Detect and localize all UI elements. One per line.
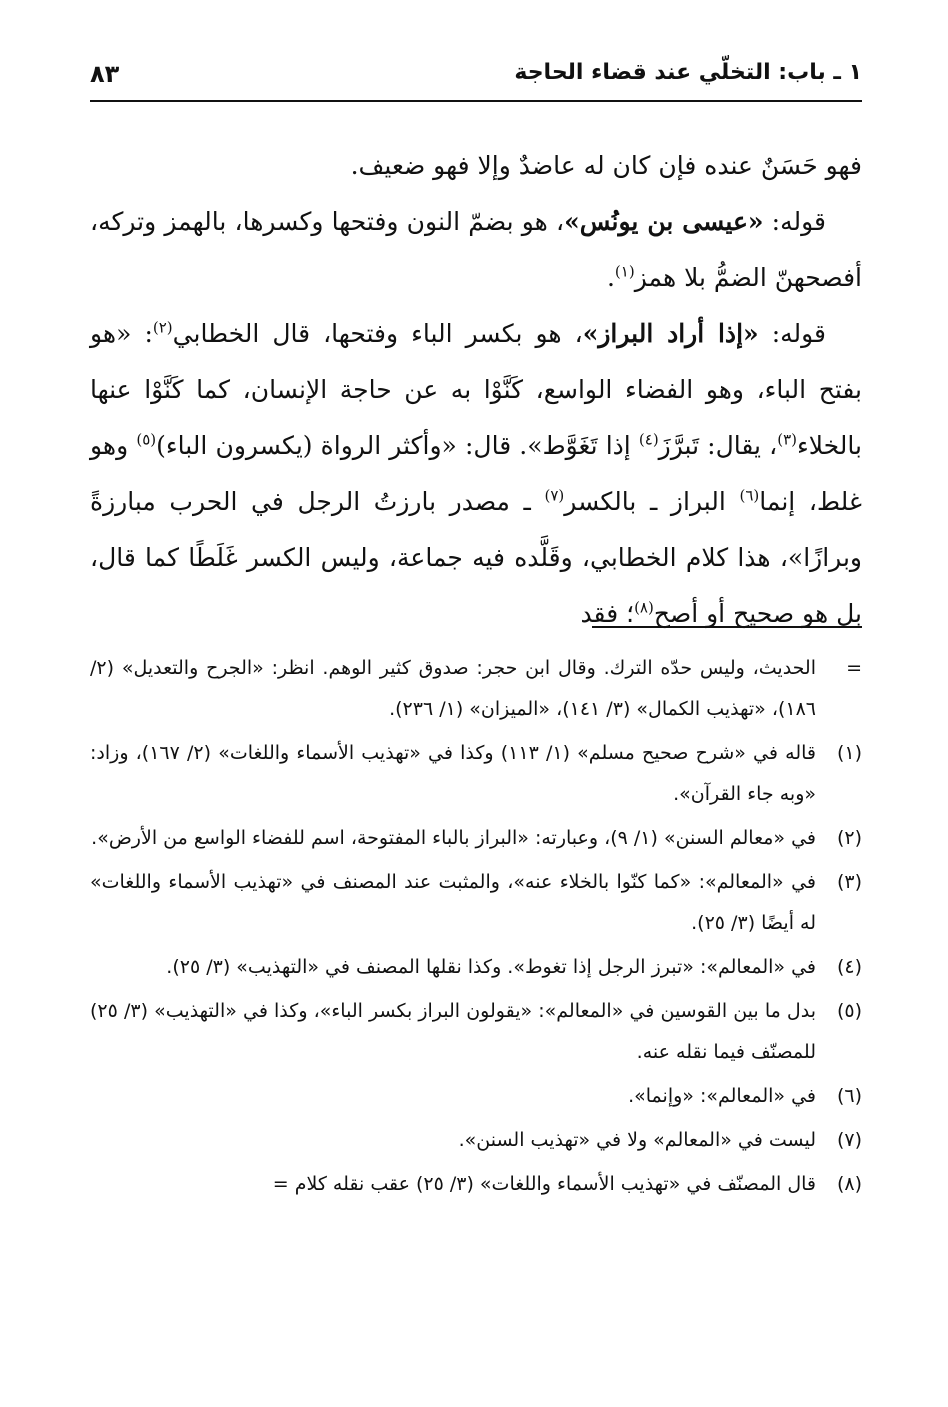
footnote-number: (٤) bbox=[836, 956, 862, 978]
footnote-number: (٨) bbox=[836, 1173, 862, 1195]
footnote-text: في «معالم السنن» (١/ ٩)، وعبارته: «البراز بالباء المفتوحة، اسم للفضاء الواسع من الأرض». bbox=[91, 827, 816, 849]
p3-seg-i: ـ مصدر بارزتُ الرجل في الحرب مبارزةً وبرازًا»، هذا كلام الخطابي، وقَلَّده فيه جماعة، وليس الكسر غَلَطًا كما قال، بل هو صحيح أو أصح bbox=[90, 487, 862, 628]
p3-seg-g: وهو غلط، إنما bbox=[90, 431, 862, 516]
p3-seg-d: : «هو بفتح الباء، وهو الفضاء الواسع، كَنَّوْا به عن حاجة الإنسان، كما كَنَّوْا عنها بالخلاء bbox=[90, 319, 862, 460]
footnote-separator bbox=[592, 626, 862, 628]
main-text bbox=[90, 138, 862, 642]
footnote-item bbox=[90, 1164, 862, 1205]
footnote-ref-3: (٣) bbox=[777, 430, 797, 449]
running-head: ١ ـ باب: التخلّي عند قضاء الحاجة bbox=[514, 60, 862, 85]
footnote-item bbox=[90, 947, 862, 988]
p3-intro: قوله: bbox=[758, 319, 826, 348]
p3-seg-c: ، هو بكسر الباء وفتحها، قال الخطابي bbox=[172, 319, 583, 348]
paragraph-2 bbox=[90, 194, 862, 306]
footnote-text: قاله في «شرح صحيح مسلم» (١/ ١١٣) وكذا في «تهذيب الأسماء واللغات» (٢/ ١٦٧)، وزاد: «وبه جاء القرآن». bbox=[90, 742, 816, 805]
footnote-item bbox=[90, 1120, 862, 1161]
footnote-text: في «المعالم»: «تبرز الرجل إذا تغوط». وكذا نقلها المصنف في «التهذيب» (٣/ ٢٥). bbox=[166, 956, 816, 978]
p3-lemma: «إذا أراد البراز» bbox=[582, 319, 759, 348]
page-header bbox=[90, 58, 862, 98]
footnote-ref-7: (٧) bbox=[544, 486, 565, 505]
p2-lemma: «عيسى بن يونُس» bbox=[564, 207, 764, 236]
footnote-number: (٥) bbox=[836, 1000, 862, 1022]
footnote-text: ليست في «المعالم» ولا في «تهذيب السنن». bbox=[458, 1129, 816, 1151]
footnote-ref-6: (٦) bbox=[739, 486, 760, 505]
page-number: ٨٣ bbox=[90, 60, 120, 88]
footnotes bbox=[90, 648, 862, 1208]
footnote-number: (١) bbox=[836, 742, 862, 764]
footnote-number: (٧) bbox=[836, 1129, 862, 1151]
footnote-ref-1: (١) bbox=[614, 262, 635, 281]
p3-seg-j: ؛ فقد bbox=[580, 599, 635, 628]
p3-seg-f: إذا تَغَوَّط». قال: «وأكثر الرواة (يكسرون الباء) bbox=[156, 431, 639, 460]
footnote-item bbox=[90, 1076, 862, 1117]
footnote-item bbox=[90, 648, 862, 730]
footnote-text: في «المعالم»: «كما كنّوا بالخلاء عنه»، والمثبت عند المصنف في «تهذيب الأسماء واللغات» له أيضًا (٣/ ٢٥). bbox=[90, 871, 816, 934]
p2-intro: قوله: bbox=[763, 207, 826, 236]
footnote-item bbox=[90, 818, 862, 859]
footnote-ref-4: (٤) bbox=[638, 430, 659, 449]
footnote-text: قال المصنّف في «تهذيب الأسماء واللغات» (٣/ ٢٥) عقب نقله كلام = bbox=[272, 1173, 816, 1195]
footnote-ref-8: (٨) bbox=[634, 598, 654, 617]
paragraph-1: فهو حَسَنٌ عنده فإن كان له عاضدٌ وإلا فهو ضعيف. bbox=[350, 151, 862, 180]
paragraph-3 bbox=[90, 306, 862, 642]
header-rule bbox=[90, 100, 862, 102]
footnote-number: (٣) bbox=[836, 871, 862, 893]
p2-end: . bbox=[606, 263, 615, 292]
p3-seg-h: البراز ـ بالكسر bbox=[564, 487, 740, 516]
footnote-text: الحديث، وليس حدّه الترك. وقال ابن حجر: صدوق كثير الوهم. انظر: «الجرح والتعديل» (٢/ ١٨٦)، «تهذيب الكمال» (٣/ ١٤١)، «الميزان» (١/ ٢٣٦). bbox=[90, 657, 816, 720]
footnote-item bbox=[90, 733, 862, 815]
footnote-number: (٢) bbox=[836, 827, 862, 849]
p3-seg-e: ، يقال: تَبرَّزَ bbox=[658, 431, 778, 460]
footnote-item bbox=[90, 991, 862, 1073]
footnote-text: بدل ما بين القوسين في «المعالم»: «يقولون البراز بكسر الباء»، وكذا في «التهذيب» (٣/ ٢٥) للمصنّف فيما نقله عنه. bbox=[90, 1000, 816, 1063]
footnote-ref-5: (٥) bbox=[136, 430, 157, 449]
footnote-number: = bbox=[846, 657, 862, 679]
footnote-number: (٦) bbox=[836, 1085, 862, 1107]
footnote-ref-2: (٢) bbox=[152, 318, 173, 337]
footnote-item bbox=[90, 862, 862, 944]
footnote-text: في «المعالم»: «وإنما». bbox=[628, 1085, 816, 1107]
p2-body: ، هو بضمّ النون وفتحها وكسرها، بالهمز وتركه، أفصحهنّ الضمُّ بلا همز bbox=[90, 207, 862, 292]
